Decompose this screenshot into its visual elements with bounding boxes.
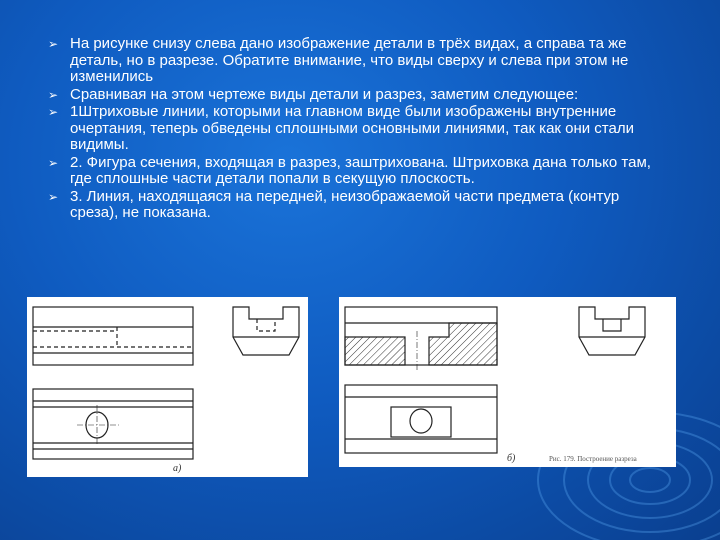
bullet-text: 1Штриховые линии, которыми на главном виде были изображены внутренние очертания, теперь обведены сплошными основными линиями, так как они стали видимы. xyxy=(70,103,634,153)
section-top-outline xyxy=(345,385,497,453)
drawing-three-views xyxy=(27,297,308,477)
bullet-item xyxy=(48,189,668,222)
section-view-svg xyxy=(339,297,676,467)
bullet-text: 2. Фигура сечения, входящая в разрез, заштрихована. Штриховка дана только там, где сплошные части детали попали в секущую плоскость. xyxy=(70,153,651,187)
hatched-section-left xyxy=(345,337,405,365)
bullet-text: 3. Линия, находящаяся на передней, неизображаемой части предмета (контур среза), не показана. xyxy=(70,187,620,221)
bullet-item xyxy=(48,36,668,86)
bullet-list xyxy=(48,36,668,223)
arrow-bullet-icon: ➢ xyxy=(48,105,59,119)
hatched-section-right xyxy=(429,323,497,365)
arrow-bullet-icon: ➢ xyxy=(48,189,59,204)
bullet-item xyxy=(48,87,668,104)
drawing-section-view xyxy=(339,297,676,467)
section-top-hole xyxy=(410,409,432,433)
arrow-bullet-icon: ➢ xyxy=(48,37,59,51)
bullet-text: На рисунке снизу слева дано изображение детали в трёх видах, а справа та же деталь, но в разрезе. Обратите внимание, что виды сверху и слева при этом не изменились xyxy=(70,35,629,85)
three-views-svg xyxy=(27,297,308,477)
view-label-b: б) xyxy=(507,453,516,464)
arrow-bullet-icon: ➢ xyxy=(48,155,59,170)
arrow-bullet-icon: ➢ xyxy=(48,87,59,102)
bullet-item xyxy=(48,104,668,154)
view-label-a: а) xyxy=(173,463,182,474)
front-view-outline xyxy=(33,307,193,365)
bullet-item xyxy=(48,155,668,188)
bullet-text: Сравнивая на этом чертеже виды детали и разрез, заметим следующее: xyxy=(70,85,579,103)
figure-caption: Рис. 179. Построение разреза xyxy=(549,455,637,463)
section-left-view-slot xyxy=(603,319,621,331)
left-view-hidden-line xyxy=(257,319,275,331)
